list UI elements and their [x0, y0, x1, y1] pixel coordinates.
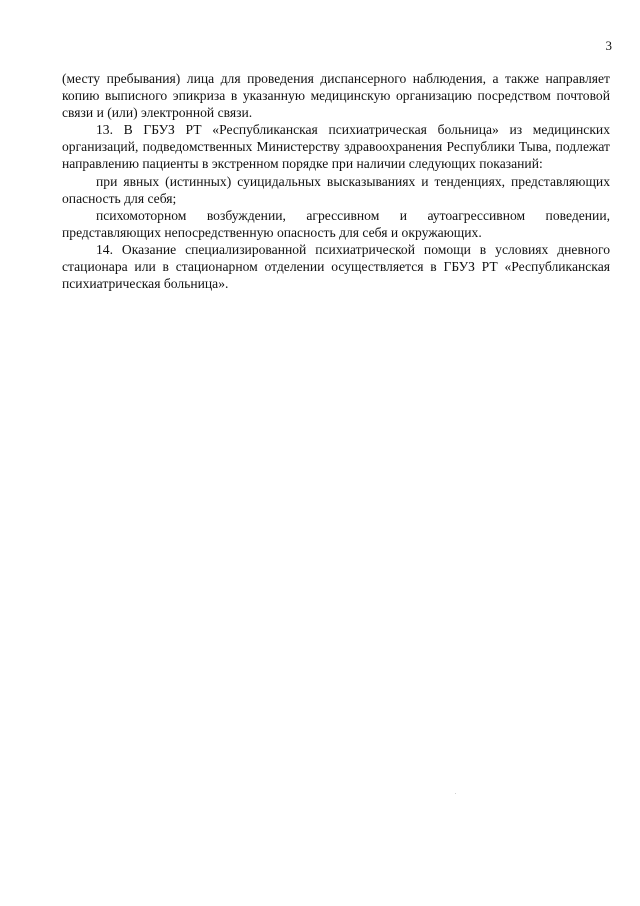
- paragraph-continuation: (месту пребывания) лица для проведения диспансерного наблюдения, а также направляет копию выписного эпикриза в указанную медицинскую организацию посредством почтовой связи и (или) электронной связи.: [62, 71, 610, 121]
- paragraph-13-item-2: психомоторном возбуждении, агрессивном и аутоагрессивном поведении, представляющих непосредственную опасность для себя и окружающих.: [62, 207, 610, 240]
- paragraph-14: 14. Оказание специализированной психиатрической помощи в условиях дневного стационара или в стационарном отделении осуществляется в ГБУЗ РТ «Республиканская психиатрическая больница».: [62, 241, 610, 292]
- page-number: 3: [605, 38, 612, 53]
- document-body: [62, 70, 610, 292]
- scan-speck: [455, 793, 456, 794]
- paragraph-13: 13. В ГБУЗ РТ «Республиканская психиатрическая больница» из медицинских организаций, подведомственных Министерству здравоохранения Республики Тыва, подлежат направлению пациенты в экстренном порядке при наличии следующих показаний:: [62, 122, 610, 172]
- paragraph-13-item-1: при явных (истинных) суицидальных высказываниях и тенденциях, представляющих опасность для себя;: [62, 173, 610, 206]
